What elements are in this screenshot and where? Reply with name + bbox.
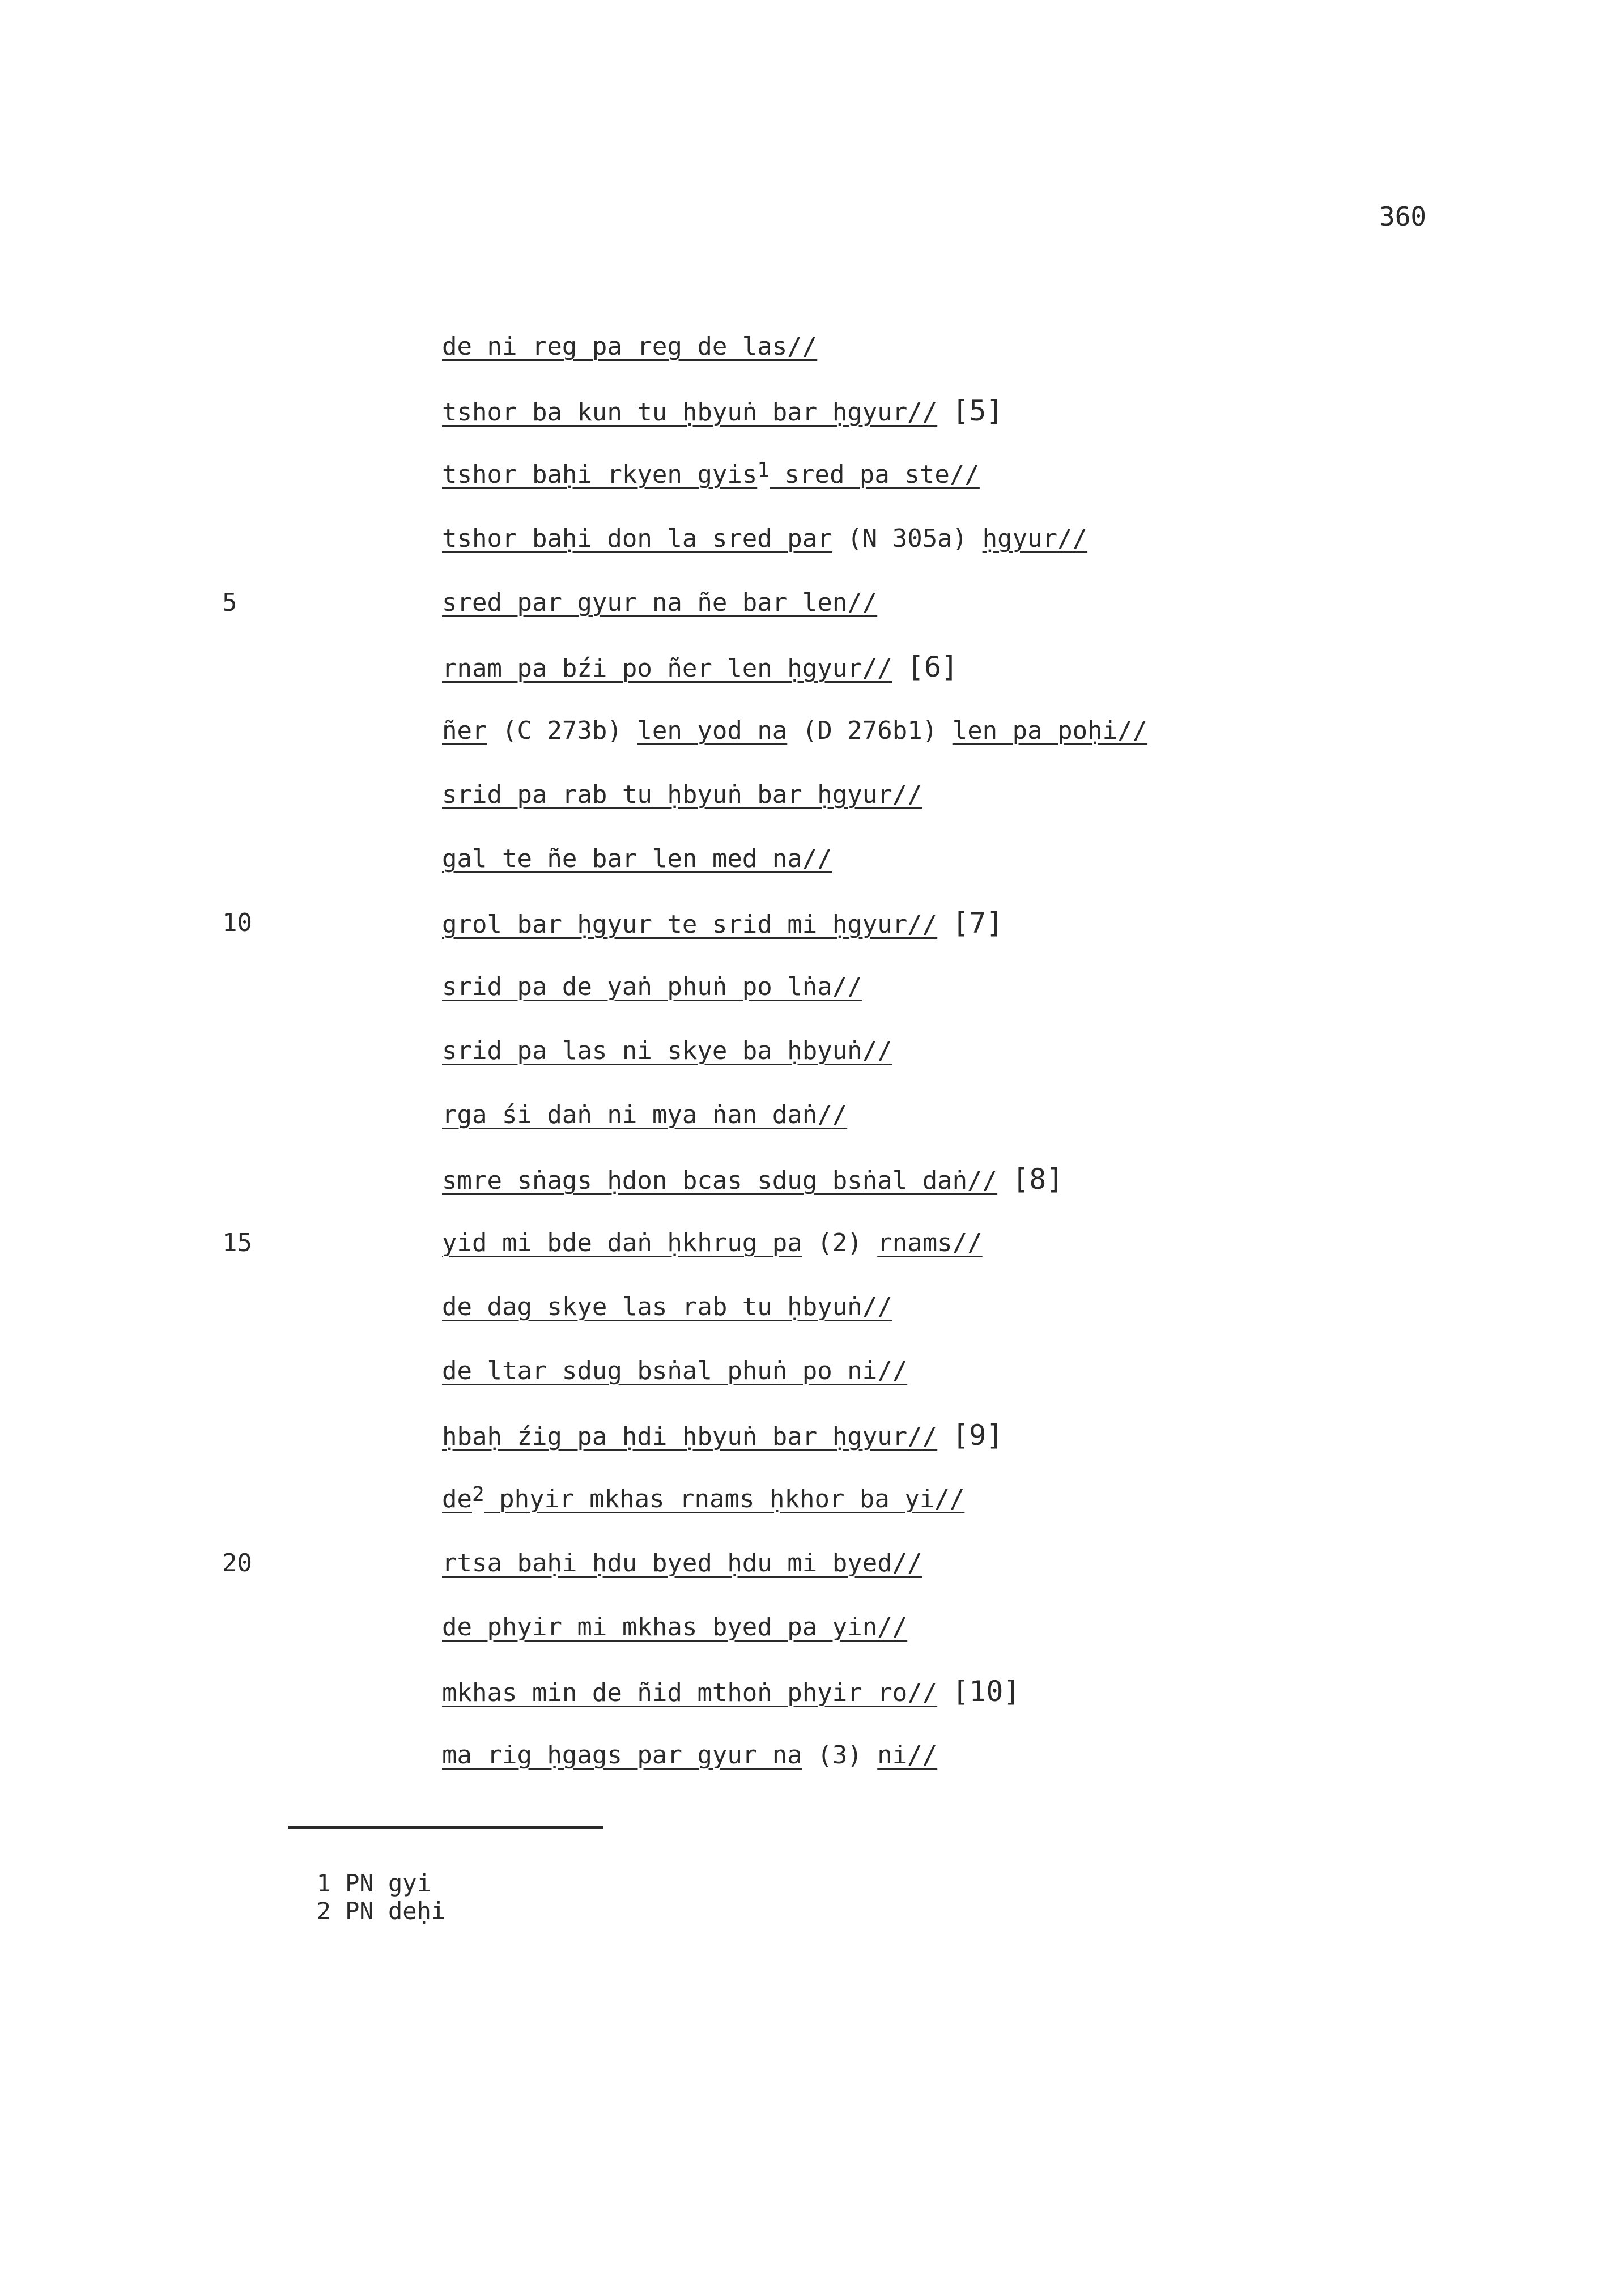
verse-text-segment: de ltar sdug bsṅal phuṅ po ni// — [442, 1357, 908, 1385]
verse-line — [442, 906, 1004, 940]
verse-text-segment: tshor ba kun tu ḥbyuṅ bar ḥgyur// — [442, 398, 938, 427]
footnote-1: 1 PN gyi — [316, 1869, 431, 1897]
verse-text-segment: de — [442, 1485, 472, 1513]
margin-line-number: 5 — [222, 588, 237, 617]
verse-line — [442, 1162, 1063, 1196]
verse-text-segment: ḥbaḥ źig pa ḥdi ḥbyuṅ bar ḥgyur// — [442, 1422, 938, 1451]
verse-line — [442, 330, 817, 364]
verse-text-segment: ni// — [877, 1741, 938, 1770]
verse-text-segment: sred pa ste// — [769, 460, 980, 489]
margin-line-number: 15 — [222, 1228, 252, 1257]
verse-number: [6] — [907, 650, 959, 683]
verse-line — [442, 1418, 1004, 1452]
verse-text-segment: mkhas min de ñid mthoṅ phyir ro// — [442, 1678, 938, 1707]
verse-text-segment: phyir mkhas rnams ḥkhor ba yi// — [484, 1485, 965, 1513]
verse-line — [442, 1226, 983, 1260]
verse-number: [9] — [952, 1419, 1004, 1452]
verse-text-segment: sred par gyur na ñe bar len// — [442, 588, 878, 617]
verse-text-segment: rnams// — [877, 1228, 983, 1257]
verse-line — [442, 1674, 1021, 1708]
verse-text-segment: len pa poḥi// — [952, 716, 1148, 745]
verse-number: [7] — [952, 907, 1004, 939]
verse-line — [442, 1482, 964, 1516]
footnote-2: 2 PN deḥi — [316, 1897, 446, 1925]
verse-line — [442, 1738, 937, 1772]
folio-reference: (N 305a) — [832, 524, 983, 553]
verse-line — [442, 714, 1147, 748]
verse-line — [442, 970, 862, 1004]
verse-line — [442, 458, 980, 492]
verse-text-segment: ḥgyur// — [982, 524, 1088, 553]
verse-line — [442, 1354, 907, 1388]
verse-text-segment: smre sṅags ḥdon bcas sdug bsṅal daṅ// — [442, 1166, 998, 1195]
verse-line — [442, 1546, 922, 1580]
footnote-marker: 2 — [471, 1483, 484, 1506]
verse-text-segment: rga śi daṅ ni mya ṅan daṅ// — [442, 1100, 848, 1129]
verse-text-segment: de phyir mi mkhas byed pa yin// — [442, 1613, 908, 1642]
verse-line — [442, 778, 922, 812]
margin-line-number: 20 — [222, 1549, 252, 1578]
verse-line — [442, 842, 832, 876]
verse-text-segment: rnam pa bźi po ñer len ḥgyur// — [442, 654, 892, 683]
verse-text-segment: srid pa las ni skye ba ḥbyuṅ// — [442, 1036, 892, 1065]
verse-line — [442, 1290, 892, 1324]
footnotes — [288, 1842, 519, 1925]
verse-number: [5] — [952, 394, 1004, 427]
verse-text-segment: rtsa baḥi ḥdu byed ḥdu mi byed// — [442, 1549, 922, 1578]
verse-text-segment: ñer — [442, 716, 487, 745]
verse-line — [442, 1610, 907, 1644]
verse-number: [10] — [952, 1675, 1021, 1708]
folio-reference: (D 276b1) — [787, 716, 953, 745]
footnote-marker: 1 — [757, 458, 770, 482]
verse-text-segment: de ni reg pa reg de las// — [442, 332, 818, 361]
verse-text-segment: gal te ñe bar len med na// — [442, 844, 832, 873]
verse-line — [442, 394, 1004, 428]
verse-text-segment: ma rig ḥgags par gyur na — [442, 1741, 802, 1770]
verse-text-segment: de dag skye las rab tu ḥbyuṅ// — [442, 1292, 892, 1321]
page-number: 360 — [1379, 201, 1427, 232]
verse-text-segment: grol bar ḥgyur te srid mi ḥgyur// — [442, 910, 938, 939]
footnote-rule — [288, 1826, 603, 1829]
folio-reference: (3) — [802, 1741, 878, 1770]
verse-line — [442, 522, 1087, 556]
verse-line — [442, 586, 877, 620]
margin-line-number: 10 — [222, 908, 252, 937]
verse-text-segment: srid pa rab tu ḥbyuṅ bar ḥgyur// — [442, 780, 922, 809]
folio-reference: (2) — [802, 1228, 878, 1257]
folio-reference: (C 273b) — [487, 716, 637, 745]
verse-number: [8] — [1012, 1163, 1064, 1196]
verse-text-segment: tshor baḥi don la sred par — [442, 524, 832, 553]
verse-text-segment: srid pa de yaṅ phuṅ po lṅa// — [442, 972, 862, 1001]
verse-line — [442, 1034, 892, 1068]
verse-text-segment: yid mi bde daṅ ḥkhrug pa — [442, 1228, 802, 1257]
verse-line — [442, 1098, 847, 1132]
verse-line — [442, 650, 958, 684]
verse-text-segment: len yod na — [637, 716, 788, 745]
verse-text-segment: tshor baḥi rkyen gyis — [442, 460, 758, 489]
